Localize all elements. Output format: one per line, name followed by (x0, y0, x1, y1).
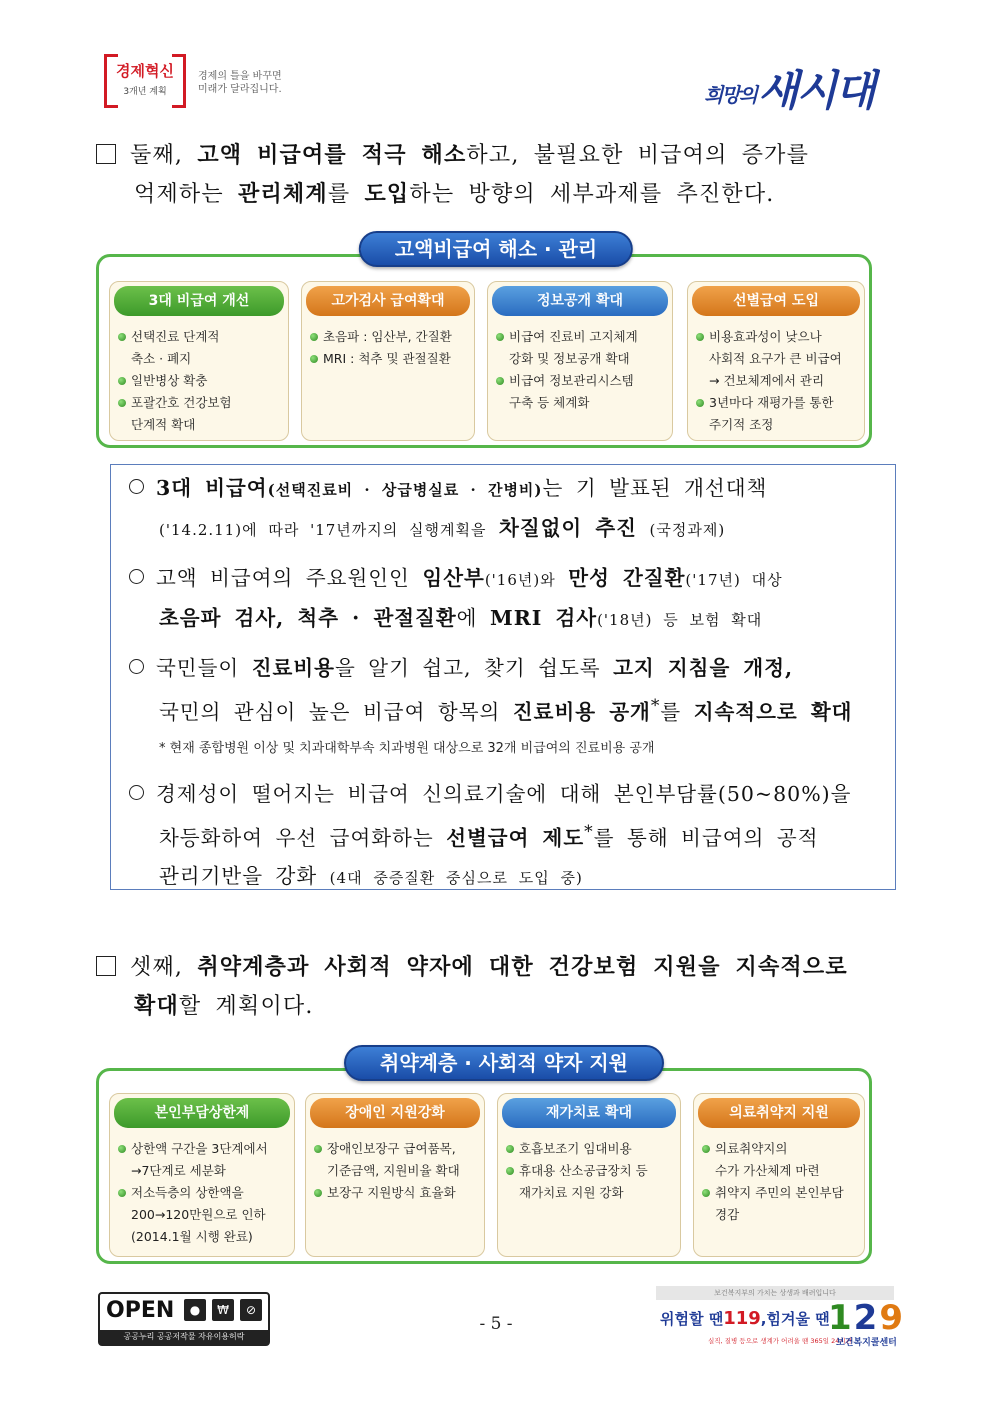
section-3-lead: 셋째, (130, 955, 184, 980)
detail-1-tag: (국정과제) (649, 521, 726, 539)
no-derivatives-icon: ⊘ (240, 1299, 262, 1321)
detail-3-text-1: 국민들이 (156, 656, 240, 680)
card-disability-support (305, 1093, 485, 1257)
list-item: 취약지 주민의 본인부담 경감 (702, 1182, 860, 1226)
detail-item-2 (129, 559, 885, 639)
detail-4-bold-1: 선별급여 제도 (446, 825, 585, 850)
detail-3-text-3: 국민의 관심이 높은 비급여 항목의 (159, 699, 501, 724)
detail-1-bold-2: 차질없이 추진 (499, 516, 637, 540)
card-out-of-pocket-cap (109, 1093, 295, 1257)
vulnerable-support-box (96, 1068, 872, 1264)
section-2-text-2: 억제하는 (134, 182, 224, 207)
card-selective-benefit (687, 281, 865, 441)
card-list (314, 1138, 480, 1204)
list-item: 일반병상 확충 (118, 370, 284, 392)
detail-4-text-3: 를 통해 비급여의 공적 (593, 825, 819, 850)
section-3-paragraph (96, 948, 896, 1026)
list-item: 저소득층의 상한액을 200→120만원으로 인하 (2014.1월 시행 완료) (118, 1182, 290, 1248)
detail-2-bold-2: 만성 간질환 (568, 566, 686, 590)
list-item: 의료취약지의 수가 가산체계 마련 (702, 1138, 860, 1182)
list-item: 장애인보장구 급여품목, 기준금액, 지원비율 확대 (314, 1138, 480, 1182)
hotline-text-b: ,힘겨울 땐 (760, 1310, 830, 1328)
detail-3-bold-3: 진료비용 공개 (512, 699, 651, 724)
hotline-top-text: 보건복지부의 가치는 상생과 배려입니다 (656, 1286, 894, 1300)
detail-1-text-2: 는 기 발표된 개선대책 (542, 476, 768, 500)
section-2-text-3: 를 (327, 182, 351, 207)
detail-1-text-3: ('14.2.11)에 따라 '17년까지의 실행계획을 (159, 521, 487, 539)
attribution-icon: ● (184, 1299, 206, 1321)
footnote-mark: * (650, 696, 661, 716)
footnote: * 현재 종합병원 이상 및 치과대학부속 치과병원 대상으로 32개 비급여의 진료비용 공개 (159, 741, 655, 756)
section-3-bold-1: 취약계층과 사회적 약자에 대한 건강보험 지원을 지속적으로 (197, 954, 848, 980)
footnote-mark: * (584, 822, 594, 842)
open-title: OPEN (106, 1298, 175, 1323)
card-header: 고가검사 급여확대 (306, 286, 470, 316)
section-2-lead: 둘째, (130, 143, 184, 168)
card-header: 3대 비급여 개선 (114, 286, 284, 316)
hotline-129: 129 (828, 1298, 906, 1338)
detail-item-3 (129, 649, 885, 731)
list-item: 상한액 구간을 3단계에서 →7단계로 세분화 (118, 1138, 290, 1182)
header-slogan (198, 70, 282, 96)
detail-3-bold-1: 진료비용 (251, 656, 335, 680)
detail-2-text-5: ('18년) 등 보험 확대 (597, 611, 763, 629)
list-item: 3년마다 재평가를 통한 주기적 조정 (696, 392, 860, 436)
card-list (118, 1138, 290, 1248)
card-list (506, 1138, 676, 1204)
list-item: 초음파 : 임산부, 간질환 (310, 326, 470, 348)
card-list (310, 326, 470, 370)
detail-4-text-2: 차등화하여 우선 급여화하는 (159, 825, 434, 850)
slogan-line-1: 경제의 틀을 바꾸면 (198, 71, 282, 82)
detail-item-4 (129, 775, 885, 897)
brand-logo (702, 58, 874, 118)
list-item: 비용효과성이 낮으나 사회적 요구가 큰 비급여 → 건보체계에서 관리 (696, 326, 860, 392)
section-2-text-4: 하는 방향의 세부과제를 추진한다. (409, 182, 775, 207)
card-header: 재가치료 확대 (502, 1098, 676, 1128)
card-header: 장애인 지원강화 (310, 1098, 480, 1128)
list-item: 포괄간호 건강보험 단계적 확대 (118, 392, 284, 436)
hotline-text-a: 위험할 땐 (660, 1310, 724, 1328)
circle-bullet-icon (129, 479, 144, 494)
hotline-center-text: 보건복지콜센터 (836, 1338, 897, 1348)
section-3-text-1: 할 계획이다. (178, 994, 314, 1019)
detail-3-text-2: 을 알기 쉽고, 찾기 쉽도록 (334, 656, 601, 680)
card-header: 의료취약지 지원 (698, 1098, 860, 1128)
detail-2-bold-3: 초음파 검사, 척추 · 관절질환 (159, 606, 457, 630)
card-list (696, 326, 860, 436)
card-list (702, 1138, 860, 1226)
box-2-title: 취약계층 · 사회적 약자 지원 (344, 1045, 664, 1081)
detail-1-text-1: (선택진료비 · 상급병실료 · 간병비) (267, 481, 543, 499)
list-item: 호흡보조기 임대비용 (506, 1138, 676, 1160)
section-2-paragraph (96, 136, 886, 214)
high-cost-noncovered-box (96, 254, 872, 448)
hotline-sub-text: 실직, 질병 등으로 생계가 어려울 땐 365일 24시간 (708, 1337, 852, 1345)
details-box (110, 464, 896, 890)
list-item: 비급여 정보관리시스템 구축 등 체계화 (496, 370, 668, 414)
list-item: MRI : 척추 및 관절질환 (310, 348, 470, 370)
card-header: 정보공개 확대 (492, 286, 668, 316)
detail-3-bold-4: 지속적으로 확대 (693, 699, 853, 724)
section-2-text-1: 하고, 불필요한 비급여의 증가를 (466, 143, 810, 168)
checkbox-square-icon (96, 956, 116, 976)
detail-4-text-4: 관리기반을 강화 (159, 863, 318, 888)
detail-3-text-4: 를 (660, 699, 682, 724)
checkbox-square-icon (96, 144, 116, 164)
page-number: - 5 - (479, 1314, 513, 1334)
brand-text-a: 희망의 (704, 83, 756, 107)
detail-1-bold-1: 3대 비급여 (156, 476, 268, 500)
card-expensive-tests (301, 281, 475, 441)
section-2-bold-2: 관리체계 (238, 181, 328, 207)
detail-2-text-3: ('17년) 대상 (685, 571, 783, 589)
card-home-care (497, 1093, 681, 1257)
detail-2-bold-1: 임산부 (422, 566, 485, 590)
card-3-major-noncovered (109, 281, 289, 441)
detail-2-bold-4: MRI 검사 (490, 606, 598, 630)
noncommercial-icon: ₩ (212, 1299, 234, 1321)
logo-title: 경제혁신 (116, 62, 174, 80)
detail-2-text-4: 에 (456, 606, 478, 630)
slogan-line-2: 미래가 달라집니다. (198, 84, 282, 95)
circle-bullet-icon (129, 785, 144, 800)
detail-2-text-2: ('16년)와 (484, 571, 556, 589)
card-info-disclosure (487, 281, 673, 441)
list-item: 보장구 지원방식 효율화 (314, 1182, 480, 1204)
economic-innovation-logo (104, 54, 186, 108)
card-underserved-area (693, 1093, 865, 1257)
card-list (496, 326, 668, 414)
section-3-bold-2: 확대 (134, 993, 179, 1019)
box-1-title: 고액비급여 해소 · 관리 (359, 231, 633, 267)
list-item: 휴대용 산소공급장치 등 재가치료 지원 강화 (506, 1160, 676, 1204)
hotline-main (660, 1308, 830, 1329)
card-header: 본인부담상한제 (114, 1098, 290, 1128)
detail-2-text-1: 고액 비급여의 주요원인인 (156, 566, 410, 590)
card-header: 선별급여 도입 (692, 286, 860, 316)
detail-4-text-5: (4대 중증질환 중심으로 도입 중) (329, 868, 583, 887)
hotline-banner (656, 1286, 906, 1352)
circle-bullet-icon (129, 569, 144, 584)
hotline-119: 119 (723, 1308, 761, 1329)
list-item: 비급여 진료비 고지체계 강화 및 정보공개 확대 (496, 326, 668, 370)
card-list (118, 326, 284, 436)
list-item: 선택진료 단계적 축소 · 폐지 (118, 326, 284, 370)
section-2-bold-1: 고액 비급여를 적극 해소 (197, 142, 467, 168)
detail-4-text-1: 경제성이 떨어지는 비급여 신의료기술에 대해 본인부담률(50~80%)을 (156, 782, 852, 806)
detail-item-1 (129, 469, 885, 549)
section-2-bold-3: 도입 (364, 181, 410, 207)
open-license-label: 공공누리 공공저작물 자유이용허락 (100, 1330, 268, 1344)
brand-text-b: 새시대 (757, 66, 874, 115)
detail-3-bold-2: 고지 지침을 개정, (613, 656, 794, 680)
circle-bullet-icon (129, 659, 144, 674)
logo-subtitle: 3개년 계획 (123, 87, 167, 97)
